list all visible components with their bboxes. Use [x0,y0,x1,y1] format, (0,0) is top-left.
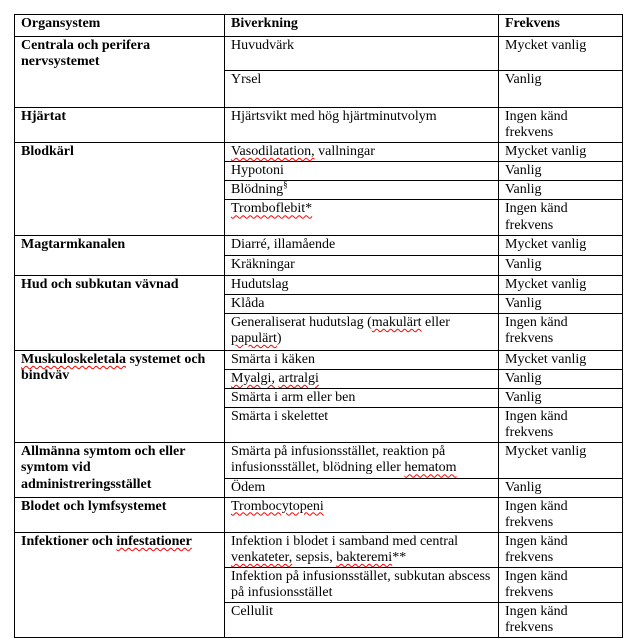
frekvens-cell: Mycket vanlig [499,275,623,294]
frekvens-cell: Ingen känd frekvens [499,108,623,143]
frekvens-cell: Vanlig [499,181,623,200]
text-segment: Yrsel [231,72,262,87]
misspelled-word: Myalgi, [231,370,275,386]
biverkning-cell [225,235,499,255]
organ-cell [15,497,225,532]
text-segment: Smärta på infusionsstället, reaktion på infusionsstället, blödning eller [231,444,446,476]
frekvens-cell: Ingen känd frekvens [499,497,623,532]
biverkning-cell [225,443,499,478]
text-segment: Infektion på infusionsstället, subkutan abscess på infusionsstället [231,568,491,601]
table-body [15,37,623,638]
frekvens-cell: Vanlig [499,369,623,388]
text-segment: systemet och bindväv [21,351,206,383]
misspelled-word: papulärt [231,330,277,346]
biverkning-cell [225,275,499,294]
organ-cell [15,350,225,442]
frekvens-cell: Ingen känd frekvens [499,408,623,443]
superscript-marker: § [283,180,288,190]
text-segment: sepsis, [292,549,337,565]
text-segment: Diarré, illamående [231,236,336,252]
organ-cell [15,235,225,275]
table-row [15,143,623,162]
biverkning-cell [225,532,499,567]
biverkning-cell [225,567,499,602]
column-header-frekvens: Frekvens [499,15,623,37]
misspelled-word: Trombocytopeni [231,498,324,514]
frekvens-cell: Mycket vanlig [499,143,623,162]
biverkning-cell [225,313,499,350]
biverkning-cell [225,478,499,497]
text-segment: eller [421,314,450,330]
text-segment: Klåda [231,295,265,311]
frekvens-cell: Mycket vanlig [499,37,623,71]
text-segment: Hudutslag [231,276,289,292]
biverkning-cell [225,200,499,235]
frekvens-cell: Mycket vanlig [499,350,623,369]
organ-cell [15,443,225,497]
biverkning-cell [225,162,499,181]
biverkning-cell [225,497,499,532]
biverkning-cell [225,294,499,313]
organ-cell [15,532,225,638]
biverkning-cell [225,369,499,388]
text-segment: Magtarmkanalen [21,236,126,252]
text-segment: vallningar [314,144,375,160]
text-segment: Smärta i arm eller ben [231,390,356,406]
frekvens-cell: Vanlig [499,71,623,108]
table-row [15,443,623,478]
biverkning-cell [225,108,499,143]
text-segment: ** [392,549,407,565]
organ-cell [15,143,225,235]
text-segment: Kräkningar [231,256,295,272]
header-row [15,15,623,37]
misspelled-word: hematom [404,460,457,476]
text-segment: Cellulit [231,604,273,620]
frekvens-cell: Ingen känd frekvens [499,567,623,602]
table-row [15,497,623,532]
text-segment: Hjärtsvikt med hög hjärtminutvolym [231,109,437,124]
text-segment: Hjärtat [21,109,67,124]
frekvens-cell: Vanlig [499,294,623,313]
text-segment: Ödem [231,479,266,495]
biverkning-cell [225,71,499,108]
misspelled-word: artralgi [278,370,319,386]
text-segment: Centrala och perifera nervsystemet [21,38,151,70]
misspelled-word: infestationer [116,533,192,549]
text-segment: Blodet och lymfsystemet [21,498,167,514]
frekvens-cell: Mycket vanlig [499,235,623,255]
misspelled-word: bakteremi [336,549,393,565]
frekvens-cell: Mycket vanlig [499,443,623,478]
text-segment: Hypotoni [231,163,284,179]
misspelled-word: Tromboflebit* [231,201,313,217]
misspelled-word: Vasodilatation, [231,144,315,160]
frekvens-cell: Vanlig [499,478,623,497]
organ-cell [15,108,225,143]
frekvens-cell: Ingen känd frekvens [499,603,623,638]
frekvens-cell: Ingen känd frekvens [499,200,623,235]
text-segment: Generaliserat hudutslag ( [231,314,372,330]
misspelled-word: venkateter, [231,549,293,565]
frekvens-cell: Vanlig [499,162,623,181]
document-page [14,14,622,638]
frekvens-cell: Vanlig [499,255,623,275]
text-segment: Hud och subkutan vävnad [21,276,179,292]
table-row [15,275,623,294]
table-row [15,108,623,143]
organ-cell [15,275,225,350]
text-segment: Infektioner och [21,533,117,549]
text-segment: Blodkärl [21,144,74,160]
text-segment: Allmänna symtom och eller symtom vid administreringsstället [21,444,186,492]
text-segment: ) [276,330,282,346]
biverkning-cell [225,181,499,200]
table-row [15,350,623,369]
table-row [15,37,623,71]
table-row [15,235,623,255]
frekvens-cell: Vanlig [499,389,623,408]
biverkning-cell [225,603,499,638]
column-header-organsystem: Organsystem [15,15,225,37]
frekvens-cell: Ingen känd frekvens [499,313,623,350]
biverkning-cell [225,143,499,162]
misspelled-word: Muskuloskeletala [21,351,127,367]
organ-cell [15,37,225,108]
misspelled-word: makulärt [371,314,422,330]
text-segment: Smärta i skelettet [231,409,329,425]
biverkningar-table [14,14,623,638]
table-row [15,532,623,567]
text-segment: Smärta i käken [231,351,315,367]
biverkning-cell [225,350,499,369]
text-segment: Infektion i blodet i samband med central [231,533,459,549]
biverkning-cell [225,255,499,275]
column-header-biverkning: Biverkning [225,15,499,37]
biverkning-cell [225,408,499,443]
text-segment: Huvudvärk [231,38,294,53]
text-segment: Blödning [231,182,284,198]
biverkning-cell [225,389,499,408]
biverkning-cell [225,37,499,71]
frekvens-cell: Ingen känd frekvens [499,532,623,567]
